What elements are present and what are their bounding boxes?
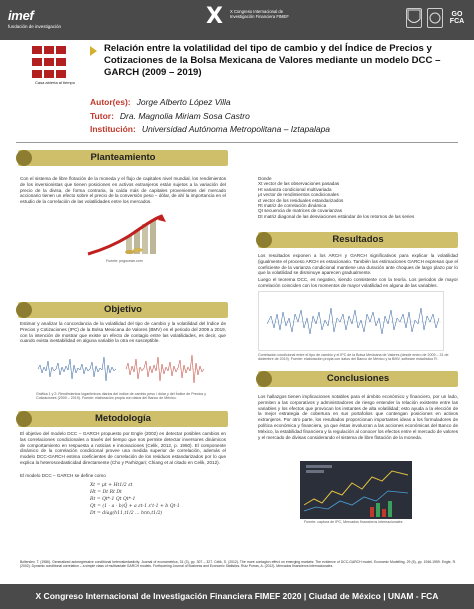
definition-line: Xt vector de las observaciones pasadas — [258, 181, 340, 187]
equation: Xt = μt + Ht1/2 εt — [90, 483, 133, 488]
imef-logo-text: imef — [8, 8, 34, 23]
objetivo-text: Estimar y analizar la concordancia de la volatilidad del tipo de cambio y la volatilidad del Índice de Precios y Cotizaciones (IPC) de la Bolsa Mexicana de Valores (BMV) en el periodo del 2009 a 2019, con la intención de mostrar que existe un efecto de contagio entre las volatilidades, es decir, que cuando exista inestabilidad en alguna variable la otra es susceptible. — [20, 321, 226, 344]
resultados-heading: Resultados — [332, 234, 384, 245]
footer-text: X Congreso Internacional de Investigación Financiera FIMEF 2020 | Ciudad de México | UNAM - FCA — [35, 591, 439, 601]
definition-line: Donde — [258, 176, 272, 181]
variable-definitions — [258, 176, 458, 219]
unam-shield-icon — [406, 8, 422, 28]
go-fca-logo: GO FCA — [449, 11, 465, 25]
dcc-correlation-figure — [258, 291, 444, 351]
resultados-text-2: Luego el teorema DCC, es negativo, siendo consistente con la teoría. Los periodos de mayor correlación coinciden con los momentos de mayor volatilidad en alguna de las variables. — [258, 277, 458, 288]
definition-line: Qt secuencia de matrices de covarianzas — [258, 208, 343, 214]
definition-line: εt vector de los residuales estandarizados — [258, 197, 344, 203]
uam-logo — [30, 44, 78, 80]
imef-logo — [8, 8, 61, 29]
poster-title: Relación entre la volatilidad del tipo de cambio y del Índice de Precios y Cotizaciones de la Bolsa Mexicana de Valores mediante un modelo DCC – GARCH (2009 – 2019) — [104, 43, 441, 78]
resultados-caption: Correlación condicional entre el tipo de cambio y el IPC de la Bolsa Mexicana de Valores (desde enero de 2009 – 31 de diciembre de 2019). Fuente: elaboración propia con datos del Banco de México y la BMV, software estadístico R. — [258, 353, 449, 362]
fca-shield-icon — [427, 8, 443, 28]
institution-label: Institución: — [90, 124, 136, 134]
divider — [16, 142, 458, 143]
author-label: Autor(es): — [90, 97, 131, 107]
ipc-returns-figure — [124, 347, 206, 391]
market-board-image — [300, 461, 412, 519]
metodologia-model-intro: El modelo DCC – GARCH se define como — [20, 473, 106, 478]
tutor-label: Tutor: — [90, 110, 114, 121]
tutor-value: Dra. Magnolia Miriam Sosa Castro — [119, 110, 250, 121]
definition-line: μt vector de rendimientos condicionales — [258, 192, 339, 198]
resultados-text-1: Los resultados exponen a los ARCH y GARCH significativos para explicar la volatilidad (igualmente el proceso ARCH es estacionario. También las estimaciones GARCH expresan que el coeficiente de la varianza condicional mantiene una duración ante choques de largo plazo por lo que la volatilidad se disminuye aparecen gradualmente. — [258, 253, 458, 276]
imef-subtitle: fundación de investigación — [8, 24, 62, 29]
equation: Dt = diag(h11,t1/2 ... hnn,t1/2) — [90, 511, 163, 516]
author-value: Jorge Alberto López Villa — [136, 97, 231, 107]
equation: Rt = Qt*-1 Qt Qt*-1 — [90, 497, 136, 502]
conclusiones-heading: Conclusiones — [326, 373, 390, 384]
x-congress-mark: X — [206, 4, 223, 29]
fx-returns-figure — [36, 347, 118, 391]
growth-arrow-image — [80, 212, 170, 258]
definition-line: Dt matriz diagonal de las desviaciones estándar de los retornos de las series — [258, 213, 415, 219]
metodologia-text: El objetivo del modelo DCC – GARCH propuesto por Engle (2002) es detectar posibles cambios en las correlaciones condicionales a través del tiempo que nos permite detectar inversores dinámicos de comportamiento en respuesta a noticias e innovaciones (Celik, 2012, p. 1950). El componente dinámico de la correlación condicional provee una medida superior de correlación, además el modelo DCC-GARCH estima coeficientes de correlación de los residuos estandarizados por lo que explica la heteroscedasticidad directamente (Cho y Parhizgari; Chiang et al citado en Celik, 2012). — [20, 431, 226, 465]
objetivo-caption: Gráfica 1 y 2: Rendimientos logarítmicos diarios del índice de cambio peso / dólar y del Índice de Precios y Cotizaciones (2009 – 2019). Fuente: elaboración propia con datos del Banco de México. — [36, 392, 206, 401]
references: Bollerslev, T. (1986). Generalized autoregressive conditional heteroskedasticity. Journal of econometrics, 31 (3), pp. 307 – 327. Celik, S. (2012). The more contagion effect on emerging markets: The evidence of DCC-GARCH model. Economic Modelling, 29 (5), pp. 1946-1959. Engle, R. (2002). Dynamic conditional correlation – a simple class of multivariate GARCH models. Forthcoming Journal of Business and Economic Statistics. Ruiz Porras, A. (2012). Mercados financieros internacionales. — [20, 560, 456, 569]
definition-line: Ht varianza condicional multivariada — [258, 186, 332, 192]
title-arrow-icon — [90, 46, 97, 56]
conclusiones-text: Los hallazgos tienen implicaciones notables para el ámbito económico y financiero, por un lado, permiten a las corporativos y administradores de riesgo entender la relación existente entre las variables y los efectos que provocan los instantes de alta volatilidad; esto ayuda a la elección de la mejor estrategia de cobertura en sus portafolios que contengan posiciones en activos extranjeros. Por otro parte, los resultados proporcionan importantes ideas a los formuladores de política económica y financiera, ya que éstas involucran a las acciones económicas del Banco de México, la estabilidad financiera y la regulación al conocer los efectos entre el mercado de valores y el mercado de divisas considerando el sistema de libre flotación de la moneda. — [258, 394, 458, 440]
equation: Qt = (1 - a - b)Q̄ + a εt-1 ε't-1 + b Qt-1 — [90, 504, 180, 509]
institution-value: Universidad Autónoma Metropolitana – Iztapalapa — [141, 124, 331, 134]
planteamiento-heading: Planteamiento — [90, 152, 156, 163]
sponsor-logos — [406, 8, 466, 28]
planteamiento-caption: Fuente: pngocean.com — [106, 259, 143, 263]
planteamiento-text: Con el sistema de libre flotación de la moneda y el flujo de capitales nivel mundial, los rendimientos de los inversionistas que tienen posiciones en activos extranjeros están sujetos a la variación del precio de la divisa, de forma contraria, la caída más de capitales provenientes del mercado accionario tienen un efecto sobre el precio de la conversión peso – dólar, de ahí la importancia en el estudio de la correlación de las volatilidades entre los mercados. — [20, 176, 226, 205]
equation: Ht = Dt Rt Dt — [90, 490, 122, 495]
objetivo-heading: Objetivo — [103, 304, 142, 315]
metodologia-heading: Metodología — [95, 413, 151, 424]
footer-bar — [0, 584, 474, 609]
tutor-row — [90, 110, 330, 124]
header-bar — [0, 0, 474, 40]
dcc-garch-equations — [90, 482, 210, 517]
author-block — [90, 96, 330, 137]
author-row — [90, 96, 330, 110]
conclusiones-caption: Fuente: captura de IPC, Mercados financieros internacionales — [304, 520, 403, 524]
uam-caption: Casa abierta al tiempo — [34, 80, 76, 85]
institution-row — [90, 123, 330, 137]
definition-line: Rt matriz de correlación dinámica — [258, 203, 327, 209]
congress-name: X Congreso Internacional de Investigación Financiera FIMEF — [230, 9, 289, 19]
